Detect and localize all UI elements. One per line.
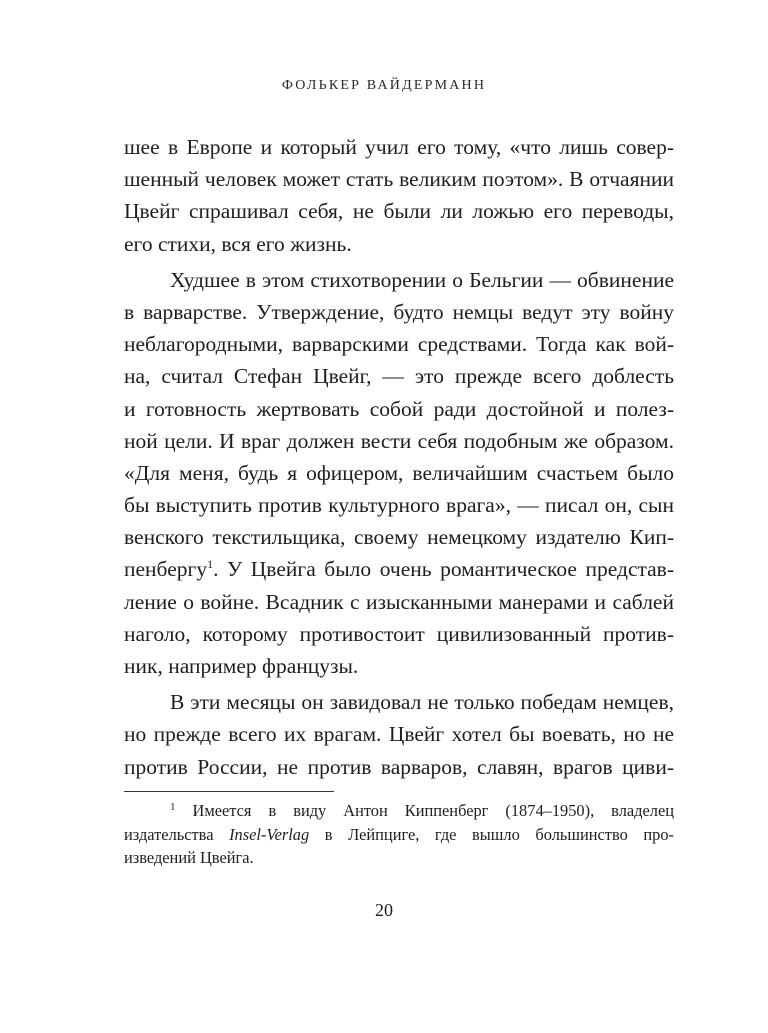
text-line: венского текстильщика, своему немецкому издателю Кип- <box>124 525 674 550</box>
text-fragment: издательства <box>124 824 230 844</box>
footnote-divider <box>124 791 334 792</box>
text-line: его стихи, вся его жизнь. <box>124 231 352 256</box>
text-line: шенный человек может стать великим поэтом». В отчаянии <box>124 167 674 192</box>
paragraph <box>124 131 674 260</box>
text-line: неблагородными, варварскими средствами. Тогда как вой- <box>124 332 674 357</box>
text-line: бы выступить против культурного врага», — писал он, сын <box>124 493 674 518</box>
footnote-mark: 1 <box>170 801 176 813</box>
text-fragment: Имеется в виду Антон Киппенберг (1874–1950), владелец <box>192 801 674 820</box>
text-line: ление о войне. Всадник с изысканными манерами и саблей <box>124 589 674 614</box>
footnote-line <box>124 799 674 823</box>
footnote <box>124 799 674 870</box>
publisher-name: Insel-Verlag <box>229 824 310 844</box>
footnote-line <box>124 823 674 847</box>
text-line: Цвейг спрашивал себя, не были ли ложью его переводы, <box>124 199 674 224</box>
text-line: ной цели. И враг должен вести себя подобным же образом. <box>124 428 674 453</box>
body-text <box>124 131 674 783</box>
text-line: «Для меня, будь я офицером, величайшим счастьем было <box>124 460 674 485</box>
text-line: но прежде всего их врагам. Цвейг хотел бы воевать, но не <box>124 722 674 747</box>
text-line: наголо, которому противостоит цивилизованный против- <box>124 621 674 646</box>
text-fragment: пенбергу <box>124 557 208 582</box>
text-line: и готовность жертвовать собой ради достойной и полез- <box>124 396 674 421</box>
text-line: шее в Европе и который учил его тому, «что лишь совер- <box>124 135 674 159</box>
text-line: на, считал Стефан Цвейг, — это прежде всего доблесть <box>124 364 674 389</box>
paragraph <box>124 686 674 783</box>
footnote-line: изведений Цвейга. <box>124 848 254 867</box>
running-head: ФОЛЬКЕР ВАЙДЕРМАНН <box>281 78 487 93</box>
page-number: 20 <box>375 900 393 920</box>
text-line: Худшее в этом стихотворении о Бельгии — обвинение <box>170 267 674 292</box>
paragraph <box>124 264 674 682</box>
text-fragment: . У Цвейга было очень романтическое представ- <box>213 557 674 582</box>
text-fragment: в Лейпциге, где вышло большинство про- <box>309 824 674 844</box>
text-line: В эти месяцы он завидовал не только победам немцев, <box>170 690 674 715</box>
text-line: ник, например французы. <box>124 654 359 678</box>
text-line: против России, не против варваров, славян, врагов циви- <box>124 754 674 779</box>
text-line-with-footnote-ref <box>124 553 674 585</box>
footnote-reference[interactable]: 1 <box>207 557 214 572</box>
text-line: в варварстве. Утверждение, будто немцы ведут эту войну <box>124 299 674 324</box>
